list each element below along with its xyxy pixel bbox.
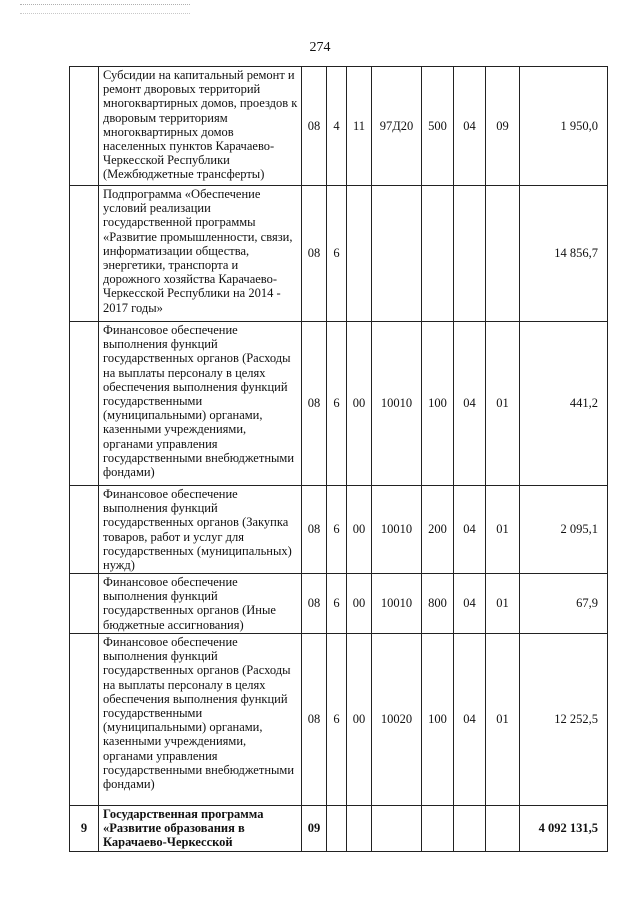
row-number-cell: 9 <box>70 806 99 852</box>
row-number-cell <box>70 574 99 634</box>
code-cell <box>372 186 422 322</box>
code-cell: 01 <box>486 634 520 806</box>
code-cell <box>486 806 520 852</box>
code-cell: 11 <box>347 67 372 186</box>
item-name-cell: Субсидии на капитальный ремонт и ремонт дворовых территорий многоквартирных домов, проездов к дворовым территориям многоквартирных домов населенных пунктов Карачаево-Черкесской Республики (Межбюджетные трансферты) <box>99 67 302 186</box>
code-cell: 10010 <box>372 486 422 574</box>
table-row <box>70 806 608 852</box>
amount-cell: 12 252,5 <box>520 634 608 806</box>
row-number-cell <box>70 486 99 574</box>
table-row <box>70 322 608 486</box>
amount-cell: 4 092 131,5 <box>520 806 608 852</box>
code-cell: 97Д20 <box>372 67 422 186</box>
code-cell: 6 <box>327 486 347 574</box>
code-cell: 00 <box>347 322 372 486</box>
item-name-cell: Подпрограмма «Обеспечение условий реализации государственной программы «Развитие промышленности, связи, информатизации общества, энергетики, транспорта и дорожного хозяйства Карачаево-Черкесской Республики на 2014 - 2017 годы» <box>99 186 302 322</box>
code-cell: 04 <box>454 322 486 486</box>
table-row <box>70 67 608 186</box>
amount-cell: 2 095,1 <box>520 486 608 574</box>
table-row <box>70 486 608 574</box>
code-cell: 6 <box>327 574 347 634</box>
budget-table <box>69 66 608 852</box>
scan-artifact <box>20 4 190 14</box>
table-row <box>70 186 608 322</box>
code-cell: 00 <box>347 574 372 634</box>
code-cell: 100 <box>422 634 454 806</box>
item-name-cell: Финансовое обеспечение выполнения функций государственных органов (Расходы на выплаты персоналу в целях обеспечения выполнения функций государственными (муниципальными) органами, казенными учреждениями, органами управления государственными внебюджетными фондами) <box>99 322 302 486</box>
amount-cell: 67,9 <box>520 574 608 634</box>
code-cell <box>422 186 454 322</box>
code-cell <box>454 806 486 852</box>
code-cell: 08 <box>302 186 327 322</box>
code-cell <box>422 806 454 852</box>
item-name-cell: Финансовое обеспечение выполнения функций государственных органов (Иные бюджетные ассигнования) <box>99 574 302 634</box>
code-cell: 6 <box>327 186 347 322</box>
code-cell: 500 <box>422 67 454 186</box>
code-cell <box>347 186 372 322</box>
code-cell: 01 <box>486 322 520 486</box>
code-cell: 10010 <box>372 574 422 634</box>
code-cell <box>372 806 422 852</box>
item-name-cell: Финансовое обеспечение выполнения функций государственных органов (Закупка товаров, работ и услуг для государственных (муниципальных) нужд) <box>99 486 302 574</box>
code-cell: 04 <box>454 67 486 186</box>
page-number: 274 <box>309 40 331 55</box>
code-cell <box>486 186 520 322</box>
code-cell: 800 <box>422 574 454 634</box>
code-cell: 09 <box>486 67 520 186</box>
table-row <box>70 634 608 806</box>
code-cell: 00 <box>347 634 372 806</box>
code-cell: 08 <box>302 67 327 186</box>
amount-cell: 1 950,0 <box>520 67 608 186</box>
code-cell: 100 <box>422 322 454 486</box>
code-cell: 10020 <box>372 634 422 806</box>
item-name-cell: Финансовое обеспечение выполнения функций государственных органов (Расходы на выплаты персоналу в целях обеспечения выполнения функций государственными (муниципальными) органами, казенными учреждениями, органами управления государственными внебюджетными фондами) <box>99 634 302 806</box>
code-cell: 08 <box>302 574 327 634</box>
code-cell: 04 <box>454 634 486 806</box>
code-cell: 08 <box>302 322 327 486</box>
code-cell: 10010 <box>372 322 422 486</box>
code-cell: 6 <box>327 634 347 806</box>
row-number-cell <box>70 322 99 486</box>
code-cell: 4 <box>327 67 347 186</box>
row-number-cell <box>70 634 99 806</box>
code-cell <box>347 806 372 852</box>
code-cell <box>454 186 486 322</box>
row-number-cell <box>70 67 99 186</box>
code-cell: 04 <box>454 574 486 634</box>
code-cell: 00 <box>347 486 372 574</box>
code-cell <box>327 806 347 852</box>
code-cell: 01 <box>486 486 520 574</box>
code-cell: 200 <box>422 486 454 574</box>
amount-cell: 441,2 <box>520 322 608 486</box>
code-cell: 08 <box>302 486 327 574</box>
amount-cell: 14 856,7 <box>520 186 608 322</box>
code-cell: 6 <box>327 322 347 486</box>
row-number-cell <box>70 186 99 322</box>
code-cell: 01 <box>486 574 520 634</box>
code-cell: 08 <box>302 634 327 806</box>
table-row <box>70 574 608 634</box>
code-cell: 09 <box>302 806 327 852</box>
item-name-cell: Государственная программа «Развитие образования в Карачаево-Черкесской <box>99 806 302 852</box>
code-cell: 04 <box>454 486 486 574</box>
